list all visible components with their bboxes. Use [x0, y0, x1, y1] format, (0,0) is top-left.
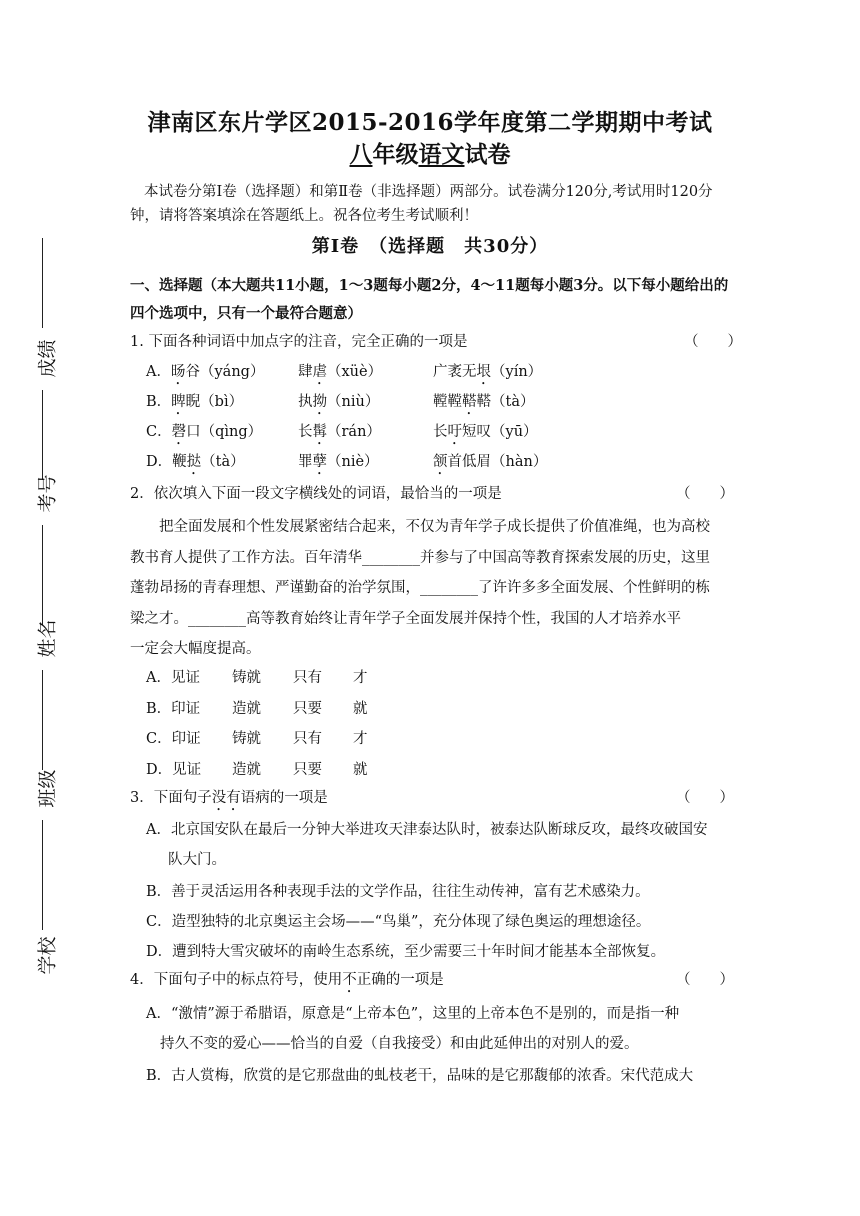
fill-line: [42, 525, 43, 625]
dotted-char: 鞳: [462, 394, 477, 410]
q1-option-a: A．旸谷（yáng）: [146, 364, 265, 380]
q3-stem: 3．下面句子没有语病的一项是: [130, 790, 328, 806]
q4-option-b: B．古人赏梅，欣赏的是它那盘曲的虬枝老干，品味的是它那馥郁的浓香。宋代范成大: [146, 1068, 694, 1084]
section-description: 一、选择题（本大题共11小题，1～3题每小题2分，4～11题每小题3分。以下每小题给出的四个选项中，只有一个最符合题意）: [130, 277, 729, 322]
q2-option-word: 只有: [293, 731, 322, 747]
dotted-char: 挞: [186, 454, 202, 470]
fill-line: [42, 820, 43, 930]
dotted-char: 拗: [312, 394, 327, 410]
q3-option-c: C．造型独特的北京奥运主会场——“鸟巢”，充分体现了绿色奥运的理想途径。: [146, 914, 651, 930]
dotted-char: 孽: [312, 454, 327, 470]
dotted-char: 虐: [312, 364, 327, 380]
side-label-score: 成绩: [36, 339, 59, 378]
q1-option-d-word2: 罪孽（niè）: [298, 454, 379, 470]
dotted-keyword: 不: [342, 972, 357, 988]
dotted-keyword: 没有: [211, 790, 241, 806]
q4-option-a: A．“激情”源于希腊语，原意是“上帝本色”，这里的上帝本色不是别的，而是指一种: [146, 1006, 680, 1022]
fill-line: [42, 670, 43, 770]
q4-option-a-cont: 持久不变的爱心——恰当的自爱（自我接受）和由此延伸出的对别人的爱。: [160, 1036, 639, 1052]
subtitle-grade: 八: [349, 141, 373, 168]
option-label: C．: [146, 424, 172, 440]
q2-answer-paren: （ ）: [676, 486, 734, 502]
q2-option-b: B．印证: [146, 701, 201, 717]
q3-option-b: B．善于灵活运用各种表现手法的文学作品，往往生动传神，富有艺术感染力。: [146, 884, 650, 900]
q3-option-a: A．北京国安队在最后一分钟大举进攻天津泰达队时，被泰达队断球反攻，最终攻破国安: [146, 822, 708, 838]
q2-option-word: 才: [353, 670, 368, 686]
q1-option-b: B．睥睨（bì）: [146, 394, 244, 410]
option-label: D．: [146, 454, 173, 470]
q1-option-d-word3: 颔首低眉（hàn）: [433, 454, 548, 470]
fill-line: [42, 390, 43, 480]
q2-option-c: C．印证: [146, 731, 201, 747]
exam-instructions: 本试卷分第Ⅰ卷（选择题）和第Ⅱ卷（非选择题）两部分。试卷满分120分,考试用时120分钟，请将答案填涂在答题纸上。祝各位考生考试顺利！: [130, 184, 713, 224]
q2-option-word: 只要: [293, 762, 322, 778]
binding-strip: [0, 230, 70, 990]
q2-option-word: 造就: [232, 762, 261, 778]
dotted-char: 磬: [171, 424, 187, 440]
passage-line: 把全面发展和个性发展紧密结合起来，不仅为青年学子成长提供了价值准绳，也为高校: [159, 519, 710, 535]
q2-option-word: 就: [353, 701, 368, 717]
q1-option-a-word3: 广袤无垠（yín）: [433, 364, 543, 380]
dotted-char: 旸: [170, 364, 186, 380]
q1-option-b-word3: 鞺鞺鞳鞳（tà）: [433, 394, 535, 410]
q1-option-b-word2: 执拗（niù）: [298, 394, 380, 410]
dotted-char: 髯: [312, 424, 327, 440]
section-title: 第Ⅰ卷 （选择题 共30分）: [311, 236, 549, 257]
dotted-char: 垠: [476, 364, 491, 380]
subtitle-level: 年级: [372, 141, 419, 168]
q2-option-word: 造就: [232, 701, 261, 717]
q3-option-a-cont: 队大门。: [168, 852, 226, 868]
q2-option-d: D．见证: [146, 762, 202, 778]
q3-option-d: D．遭到特大雪灾破坏的南岭生态系统，至少需要三十年时间才能基本全部恢复。: [146, 944, 666, 960]
passage-line: 梁之才。________高等教育始终让青年学子全面发展并保持个性，我国的人才培养水平: [130, 610, 681, 627]
q2-option-word: 就: [353, 762, 368, 778]
side-label-exam-number: 考号: [36, 474, 59, 513]
option-label: B．: [146, 394, 172, 410]
q1-option-c-word3: 长吁短叹（yū）: [433, 424, 538, 440]
option-label: A．: [146, 364, 171, 380]
subtitle-subject: 语文: [418, 141, 465, 168]
side-label-school: 学校: [36, 936, 59, 975]
dotted-char: 吁: [447, 424, 462, 440]
q3-answer-paren: （ ）: [676, 790, 734, 806]
side-label-class: 班级: [36, 769, 59, 808]
passage-line: 蓬勃昂扬的青春理想、严谨勤奋的治学氛围，________了许许多多全面发展、个性鲜明的栋: [130, 580, 710, 596]
dotted-char: 睥: [171, 394, 186, 410]
q2-option-word: 铸就: [232, 731, 261, 747]
passage-line: 教书育人提供了工作方法。百年清华________并参与了中国高等教育探索发展的历史，这里: [130, 549, 710, 566]
passage-line: 一定会大幅度提高。: [130, 641, 261, 657]
q2-option-word: 只要: [293, 701, 322, 717]
q2-option-word: 只有: [293, 670, 322, 686]
exam-title: 津南区东片学区2015-2016学年度第二学期期中考试: [147, 109, 713, 136]
q2-option-a: A．见证: [146, 670, 200, 686]
q4-answer-paren: （ ）: [676, 972, 734, 988]
subtitle-paper: 试卷: [464, 141, 511, 168]
side-label-name: 姓名: [36, 619, 59, 658]
q1-option-a-word2: 肆虐（xüè）: [298, 364, 383, 380]
exam-subtitle: [0, 136, 860, 169]
q2-option-word: 铸就: [232, 670, 261, 686]
q1-answer-paren: （ ）: [684, 334, 742, 350]
q1-option-c-word2: 长髯（rán）: [298, 424, 381, 440]
dotted-char: 颔: [433, 454, 448, 470]
q2-stem: 2．依次填入下面一段文字横线处的词语，最恰当的一项是: [130, 486, 502, 502]
q2-option-word: 才: [353, 731, 368, 747]
q1-stem: 1. 下面各种词语中加点字的注音，完全正确的一项是: [130, 334, 468, 350]
q2-passage: [130, 512, 730, 665]
q4-stem: 4．下面句子中的标点符号，使用不正确的一项是: [130, 972, 444, 988]
q1-option-d: D．鞭挞（tà）: [146, 454, 245, 470]
q1-option-c: C．磬口（qìng）: [146, 424, 263, 440]
